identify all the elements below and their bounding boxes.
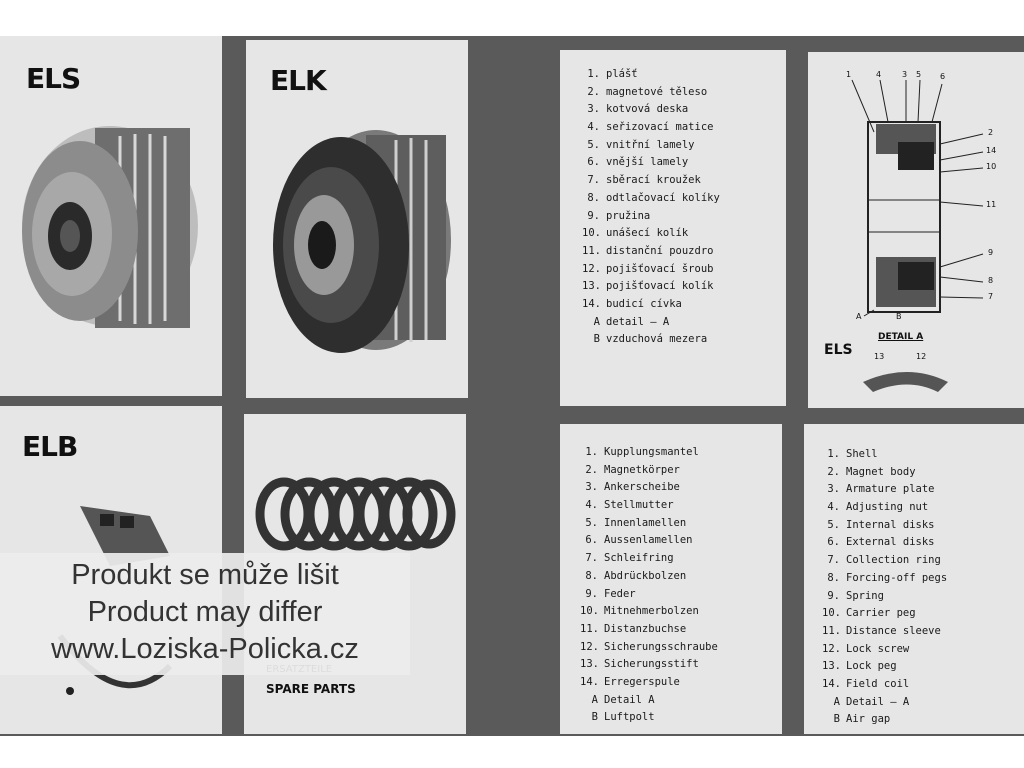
legend-item-text: Magnetkörper bbox=[604, 463, 680, 476]
callout-7: 7 bbox=[988, 292, 994, 301]
legend-item bbox=[822, 534, 947, 552]
legend-item-number: 9. bbox=[585, 587, 598, 600]
legend-item-text: Sicherungsstift bbox=[604, 658, 699, 671]
legend-item-number: 13. bbox=[582, 280, 601, 293]
legend-item bbox=[822, 641, 947, 659]
legend-item-number: A bbox=[593, 315, 600, 328]
legend-item bbox=[822, 499, 947, 517]
legend-item-text: pojišťovací kolík bbox=[606, 280, 714, 293]
watermark-url: www.Loziska-Policka.cz bbox=[51, 633, 359, 665]
legend-item-text: Abdrückbolzen bbox=[604, 569, 687, 582]
legend-en-panel bbox=[804, 424, 1024, 734]
legend-item bbox=[580, 621, 718, 639]
legend-item-number: 8. bbox=[827, 571, 840, 584]
legend-item-text: Lock peg bbox=[846, 660, 897, 673]
legend-item-text: kotvová deska bbox=[606, 103, 689, 116]
legend-item-number: 5. bbox=[587, 138, 600, 151]
legend-item-text: Ankerscheibe bbox=[604, 481, 680, 494]
legend-item bbox=[822, 481, 947, 499]
legend-item-text: Air gap bbox=[846, 713, 891, 726]
detail-a-label: DETAIL A bbox=[878, 332, 924, 342]
legend-item-text: distanční pouzdro bbox=[606, 244, 714, 257]
legend-item-text: sběrací kroužek bbox=[606, 174, 701, 187]
legend-item-number: 3. bbox=[585, 481, 598, 494]
legend-item bbox=[582, 66, 720, 84]
legend-item-number: 7. bbox=[585, 552, 598, 565]
legend-item bbox=[582, 172, 720, 190]
legend-item-number: 4. bbox=[585, 499, 598, 512]
legend-item bbox=[580, 444, 718, 462]
legend-item bbox=[822, 570, 947, 588]
legend-item-number: 14. bbox=[822, 677, 841, 690]
callout-1: 1 bbox=[846, 70, 852, 79]
watermark-line-cz: Produkt se může lišit bbox=[71, 559, 339, 591]
legend-item-number: 6. bbox=[585, 534, 598, 547]
callout-b: B bbox=[896, 312, 902, 321]
legend-item-number: 12. bbox=[822, 642, 841, 655]
legend-item-text: pružina bbox=[606, 209, 651, 222]
legend-de-list bbox=[580, 444, 718, 727]
legend-item bbox=[580, 603, 718, 621]
legend-item-text: Feder bbox=[604, 587, 636, 600]
legend-item bbox=[580, 515, 718, 533]
legend-item-text: Forcing-off pegs bbox=[846, 571, 948, 584]
legend-item-number: 6. bbox=[827, 536, 840, 549]
legend-item bbox=[580, 568, 718, 586]
els-photo-panel bbox=[0, 36, 222, 396]
legend-item-number: 12. bbox=[580, 640, 599, 653]
callout-9: 9 bbox=[988, 248, 994, 257]
legend-item-text: Spring bbox=[846, 589, 884, 602]
legend-item-text: External disks bbox=[846, 536, 935, 549]
legend-item bbox=[582, 261, 720, 279]
legend-item-text: Detail — A bbox=[846, 695, 910, 708]
legend-item bbox=[580, 462, 718, 480]
els-diagram-heading: ELS bbox=[824, 342, 853, 358]
legend-item bbox=[580, 709, 718, 727]
legend-item-text: Kupplungsmantel bbox=[604, 446, 699, 458]
legend-item-number: 14. bbox=[582, 297, 601, 310]
legend-item-text: Armature plate bbox=[846, 483, 935, 496]
legend-item-text: detail — A bbox=[606, 315, 670, 328]
legend-item-text: Detail A bbox=[604, 693, 655, 706]
legend-item-text: Stellmutter bbox=[604, 499, 674, 512]
legend-item-number: 2. bbox=[827, 465, 840, 478]
legend-item-text: vnější lamely bbox=[606, 156, 689, 169]
elk-heading: ELK bbox=[270, 64, 326, 97]
elk-photo-panel bbox=[246, 40, 468, 398]
callout-2: 2 bbox=[988, 128, 994, 137]
legend-item-number: A bbox=[833, 695, 840, 708]
callout-a: A bbox=[856, 312, 862, 321]
legend-item-number: 10. bbox=[582, 227, 601, 240]
legend-item-text: Aussenlamellen bbox=[604, 534, 693, 547]
legend-item bbox=[580, 674, 718, 692]
legend-item-number: 11. bbox=[580, 622, 599, 635]
callout-3: 3 bbox=[902, 70, 908, 79]
watermark-box bbox=[0, 553, 410, 675]
legend-item-text: Distanzbuchse bbox=[604, 622, 687, 635]
legend-item-number: 1. bbox=[587, 68, 600, 80]
legend-item-number: 8. bbox=[585, 569, 598, 582]
legend-item-text: vnitřní lamely bbox=[606, 138, 695, 151]
legend-item-text: Sicherungsschraube bbox=[604, 640, 718, 653]
legend-item bbox=[822, 552, 947, 570]
legend-item bbox=[580, 532, 718, 550]
legend-item-text: Adjusting nut bbox=[846, 501, 929, 514]
legend-item bbox=[582, 190, 720, 208]
legend-item bbox=[822, 605, 947, 623]
els-heading: ELS bbox=[26, 62, 81, 95]
legend-item-number: 9. bbox=[827, 589, 840, 602]
legend-item-number: 8. bbox=[587, 191, 600, 204]
legend-item bbox=[582, 84, 720, 102]
legend-item-number: 11. bbox=[582, 244, 601, 257]
legend-item bbox=[822, 623, 947, 641]
legend-item-text: plášť bbox=[606, 68, 638, 80]
legend-item-text: odtlačovací kolíky bbox=[606, 191, 720, 204]
legend-item-number: 13. bbox=[580, 658, 599, 671]
legend-item bbox=[822, 676, 947, 694]
callout-8: 8 bbox=[988, 276, 994, 285]
legend-item bbox=[582, 101, 720, 119]
legend-item-number: 10. bbox=[580, 605, 599, 618]
legend-item-number: 9. bbox=[587, 209, 600, 222]
legend-item-number: 10. bbox=[822, 607, 841, 620]
legend-item bbox=[822, 446, 947, 464]
legend-item-text: Distance sleeve bbox=[846, 624, 941, 637]
els-clutch-photo bbox=[0, 36, 222, 396]
callout-11: 11 bbox=[986, 200, 997, 209]
legend-item bbox=[580, 497, 718, 515]
legend-item-number: 11. bbox=[822, 624, 841, 637]
legend-cz-list bbox=[582, 66, 720, 349]
elk-clutch-photo bbox=[246, 40, 468, 398]
legend-item bbox=[822, 711, 947, 729]
legend-item-number: B bbox=[833, 713, 840, 726]
legend-item-number: 1. bbox=[827, 448, 840, 460]
legend-item-text: Collection ring bbox=[846, 554, 941, 567]
legend-en-list bbox=[822, 446, 947, 729]
callout-12: 12 bbox=[916, 352, 927, 361]
legend-item-number: 4. bbox=[587, 121, 600, 134]
legend-item-number: A bbox=[591, 693, 598, 706]
legend-item-text: Field coil bbox=[846, 677, 910, 690]
legend-item bbox=[582, 225, 720, 243]
legend-item-text: magnetové těleso bbox=[606, 85, 708, 98]
legend-item bbox=[822, 658, 947, 676]
legend-item-number: 5. bbox=[585, 516, 598, 529]
legend-item-number: 13. bbox=[822, 660, 841, 673]
legend-item bbox=[580, 586, 718, 604]
legend-item-text: pojišťovací šroub bbox=[606, 262, 714, 275]
legend-item-text: Magnet body bbox=[846, 465, 916, 478]
legend-item-text: Carrier peg bbox=[846, 607, 916, 620]
legend-item bbox=[582, 154, 720, 172]
legend-item bbox=[580, 550, 718, 568]
legend-item bbox=[582, 296, 720, 314]
legend-item bbox=[580, 692, 718, 710]
callout-10: 10 bbox=[986, 162, 997, 171]
legend-item-text: Luftpolt bbox=[604, 711, 655, 724]
legend-item bbox=[822, 517, 947, 535]
legend-item-text: seřizovací matice bbox=[606, 121, 714, 134]
legend-item-number: 2. bbox=[585, 463, 598, 476]
legend-item bbox=[582, 119, 720, 137]
legend-item bbox=[582, 208, 720, 226]
legend-item-number: 14. bbox=[580, 675, 599, 688]
legend-item-number: 6. bbox=[587, 156, 600, 169]
legend-item-number: 2. bbox=[587, 85, 600, 98]
callout-4: 4 bbox=[876, 70, 882, 79]
legend-item-number: 4. bbox=[827, 501, 840, 514]
legend-item-number: 3. bbox=[587, 103, 600, 116]
legend-item bbox=[822, 588, 947, 606]
legend-item bbox=[822, 464, 947, 482]
legend-item-number: 7. bbox=[587, 174, 600, 187]
diagram-panel bbox=[808, 52, 1024, 408]
legend-item-text: Schleifring bbox=[604, 552, 674, 565]
legend-item-number: 3. bbox=[827, 483, 840, 496]
legend-item bbox=[582, 314, 720, 332]
legend-item-text: vzduchová mezera bbox=[606, 333, 708, 346]
legend-item-text: Innenlamellen bbox=[604, 516, 687, 529]
legend-item-text: Internal disks bbox=[846, 518, 935, 531]
legend-item-number: 5. bbox=[827, 518, 840, 531]
legend-item bbox=[580, 479, 718, 497]
legend-item-text: budicí cívka bbox=[606, 297, 682, 310]
legend-item-text: Erregerspule bbox=[604, 675, 680, 688]
legend-item-text: Shell bbox=[846, 448, 878, 460]
legend-item-number: 7. bbox=[827, 554, 840, 567]
legend-item-text: Mitnehmerbolzen bbox=[604, 605, 699, 618]
legend-item-number: 1. bbox=[585, 446, 598, 458]
legend-item-number: B bbox=[593, 333, 600, 346]
callout-6: 6 bbox=[940, 72, 946, 81]
elb-heading: ELB bbox=[22, 430, 78, 463]
legend-item bbox=[582, 243, 720, 261]
legend-cz-panel bbox=[560, 50, 786, 406]
legend-de-panel bbox=[560, 424, 782, 734]
legend-item bbox=[580, 656, 718, 674]
watermark-line-en: Product may differ bbox=[87, 596, 323, 628]
legend-item-text: unášecí kolík bbox=[606, 227, 689, 240]
legend-item bbox=[822, 694, 947, 712]
legend-item-number: B bbox=[591, 711, 598, 724]
legend-item bbox=[580, 639, 718, 657]
callout-13: 13 bbox=[874, 352, 885, 361]
spare-parts-en: SPARE PARTS bbox=[266, 682, 356, 696]
legend-item bbox=[582, 278, 720, 296]
legend-item bbox=[582, 137, 720, 155]
callout-14: 14 bbox=[986, 146, 997, 155]
legend-item bbox=[582, 331, 720, 349]
legend-item-text: Lock screw bbox=[846, 642, 910, 655]
callout-5: 5 bbox=[916, 70, 922, 79]
legend-item-number: 12. bbox=[582, 262, 601, 275]
